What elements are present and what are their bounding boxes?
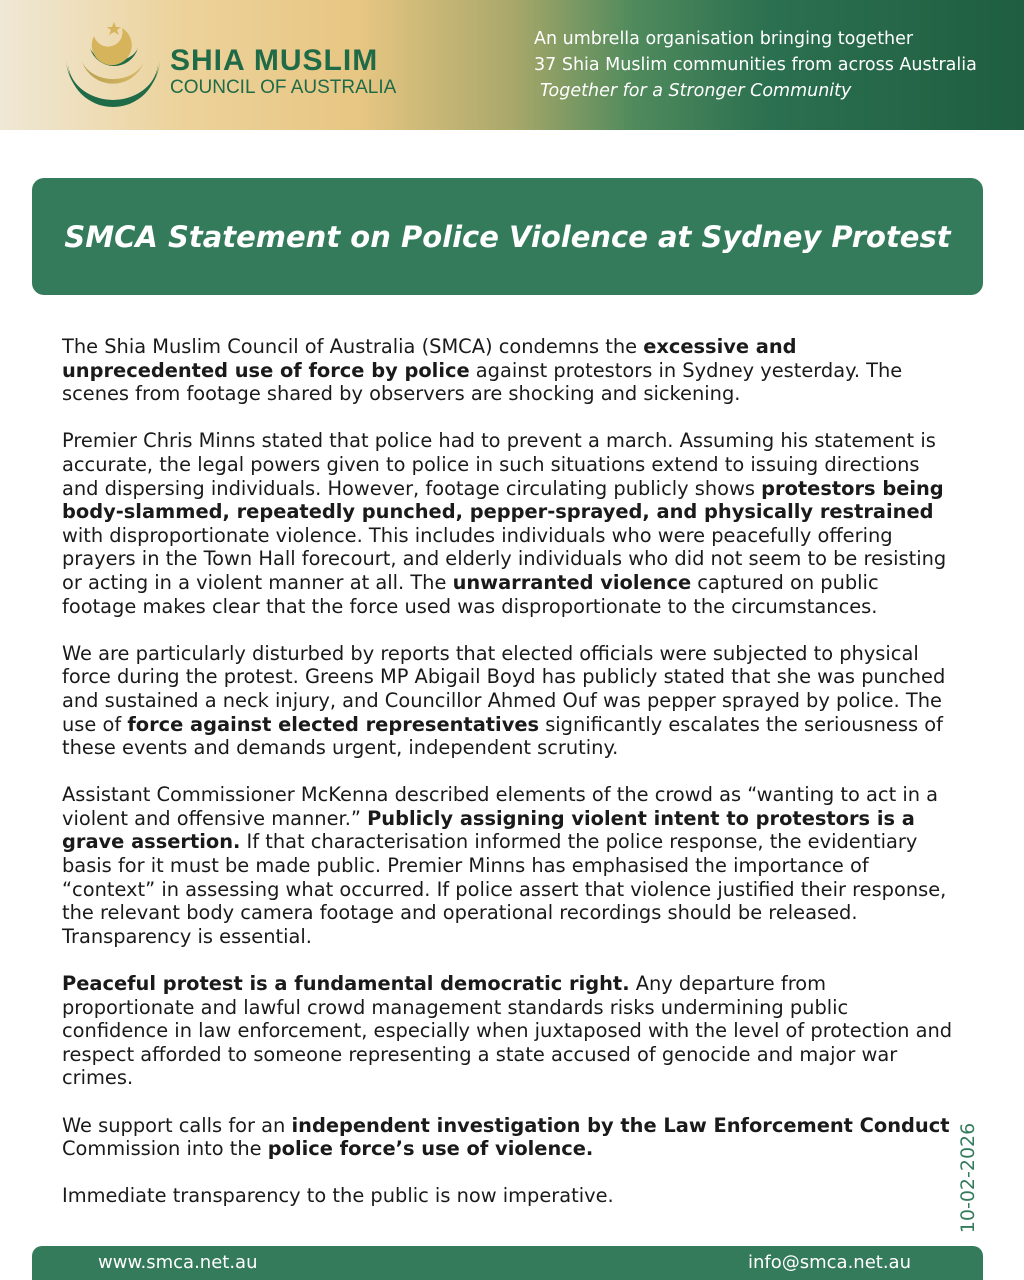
smca-logo-icon: [60, 18, 170, 114]
date-stamp: [948, 1120, 988, 1235]
p4-text-a: Assistant Commissioner McKenna described elements of the crowd as “wanting to act in a violent and offensive manner.”: [62, 783, 939, 830]
statement-body: [62, 335, 957, 1232]
p2-bold-b: protestors being body-slammed, repeatedly punched, pepper-sprayed, and physically restrained: [62, 476, 944, 524]
tagline-line-2: 37 Shia Muslim communities from across Australia: [534, 55, 977, 75]
p6-bold-b: independent investigation by the Law Enforcement Conduct: [291, 1113, 950, 1137]
p4-bold-b: Publicly assigning violent intent to protestors is a grave assertion.: [62, 806, 915, 854]
paragraph-7: Immediate transparency to the public is now imperative.: [62, 1184, 614, 1208]
p6-bold-d: police force’s use of violence.: [267, 1137, 594, 1161]
page-title: SMCA Statement on Police Violence at Sydney Protest: [64, 219, 951, 254]
p3-bold-b: force against elected representatives: [127, 712, 540, 736]
p1-text-c: against protestors in Sydney yesterday. The scenes from footage shared by observers are shocking and sickening.: [62, 358, 903, 406]
brand-subtitle: COUNCIL OF AUSTRALIA: [170, 77, 397, 98]
paragraph-3: [62, 642, 957, 760]
email-link[interactable]: info@smca.net.au: [747, 1252, 911, 1273]
p2-text-a: Premier Chris Minns stated that police had to prevent a march. Assuming his statement is accurate, the legal powers given to police in such situations extend to issuing directions and dispersing individuals. However, footage circulating publicly shows: [62, 429, 936, 500]
p2-text-c: with disproportionate violence. This includes individuals who were peacefully offering prayers in the Town Hall forecourt, and elderly individuals who did not seem to be resisting or acting in a violent manner at all. The: [62, 523, 947, 594]
header-banner: [0, 0, 1024, 130]
brand-name: SHIA MUSLIM: [170, 44, 379, 77]
paragraph-4: [62, 783, 957, 948]
p3-text-c: significantly escalates the seriousness of these events and demands urgent, independent scrutiny.: [62, 712, 943, 760]
paragraph-5: [62, 972, 957, 1090]
p5-text-b: Any departure from proportionate and lawful crowd management standards risks undermining public confidence in law enforcement, especially when juxtaposed with the level of protection and respect afforded to someone representing a state accused of genocide and major war crimes.: [62, 972, 953, 1090]
paragraph-1: [62, 335, 957, 406]
paragraph-6: [62, 1114, 957, 1161]
p5-bold-a: Peaceful protest is a fundamental democratic right.: [62, 972, 630, 996]
p3-text-a: We are particularly disturbed by reports that elected officials were subjected to physical force during the protest. Greens MP Abigail Boyd has publicly stated that she was punched and sustained a neck injury, and Councillor Ahmed Ouf was pepper sprayed by police. The use of: [62, 641, 946, 736]
footer-bar: [32, 1246, 983, 1280]
tagline-line-1: An umbrella organisation bringing together: [534, 29, 914, 49]
date-text: 10-02-2026: [957, 1122, 979, 1233]
motto: Together for a Stronger Community: [540, 81, 852, 101]
p4-text-c: If that characterisation informed the police response, the evidentiary basis for it must be made public. Premier Minns has emphasised the importance of “context” in assessing what occurred. If police assert that violence justified their response, the relevant body camera footage and operational recordings should be released. Transparency is essential.: [62, 830, 947, 948]
p1-bold-b: excessive and unprecedented use of force by police: [62, 335, 797, 382]
p6-text-c: Commission into the: [62, 1137, 268, 1161]
website-link[interactable]: www.smca.net.au: [98, 1252, 258, 1273]
paragraph-2: [62, 429, 957, 618]
title-banner: [32, 178, 983, 295]
tagline: [534, 26, 977, 104]
p2-bold-d: unwarranted violence: [452, 570, 692, 594]
p1-text-a: The Shia Muslim Council of Australia (SMCA) condemns the: [62, 335, 644, 358]
p2-text-e: captured on public footage makes clear that the force used was disproportionate to the circumstances.: [62, 570, 879, 618]
p6-text-a: We support calls for an: [62, 1113, 292, 1137]
